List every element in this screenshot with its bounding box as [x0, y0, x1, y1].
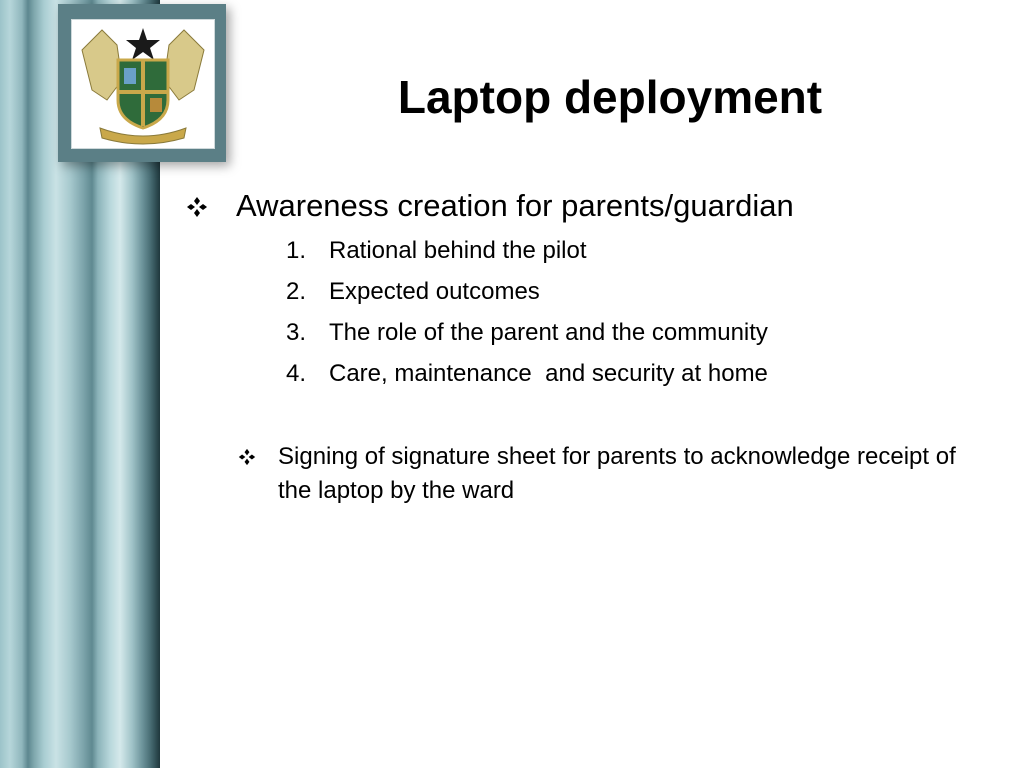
list-item	[286, 234, 768, 275]
slide-title: Laptop deployment	[397, 71, 823, 123]
list-item-text: The role of the parent and the community	[329, 319, 768, 346]
coat-of-arms-logo	[71, 19, 215, 149]
coat-of-arms-icon	[72, 20, 214, 148]
sub-bullet-text: Signing of signature sheet for parents to acknowledge receipt of the laptop by the ward	[278, 443, 956, 504]
main-bullet	[186, 188, 794, 224]
list-item-text: Care, maintenance and security at home	[329, 360, 768, 387]
list-item-text: Expected outcomes	[329, 278, 540, 305]
list-item	[286, 316, 768, 357]
four-diamond-bullet-icon	[238, 448, 256, 466]
list-number: 2.	[286, 278, 307, 305]
four-diamond-bullet-icon	[186, 196, 208, 218]
list-number: 4.	[286, 360, 307, 387]
numbered-list	[286, 234, 768, 398]
main-bullet-text: Awareness creation for parents/guardian	[236, 188, 794, 223]
list-item	[286, 275, 768, 316]
list-number: 3.	[286, 319, 307, 346]
list-item	[286, 357, 768, 398]
logo-frame	[58, 4, 226, 162]
list-item-text: Rational behind the pilot	[329, 237, 587, 264]
sub-bullet	[238, 440, 978, 508]
list-number: 1.	[286, 237, 307, 264]
